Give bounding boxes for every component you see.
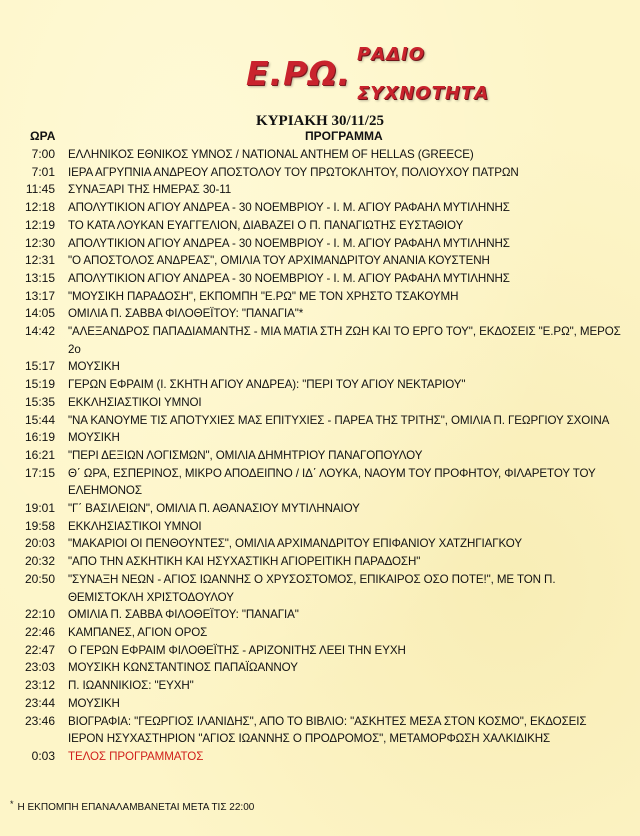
schedule-row <box>0 713 640 748</box>
schedule-time: 23:03 <box>24 660 55 675</box>
schedule-time: 16:21 <box>24 447 55 462</box>
schedule-row <box>0 500 640 518</box>
schedule-row <box>0 677 640 695</box>
schedule-time: 23:12 <box>24 678 55 693</box>
logo-radio-text: ΡΑΔΙΟ <box>357 44 426 65</box>
schedule-time: 11:45 <box>25 182 55 197</box>
schedule-time: 16:19 <box>24 430 55 445</box>
schedule-time: 15:17 <box>24 359 55 374</box>
schedule-program: ΜΟΥΣΙΚΗ <box>68 696 120 710</box>
schedule-time: 13:17 <box>24 288 55 303</box>
schedule-time: 12:31 <box>24 253 55 268</box>
schedule-row-end <box>0 748 640 766</box>
schedule-time: 23:44 <box>24 695 55 710</box>
header <box>0 0 640 112</box>
schedule-row <box>0 695 640 713</box>
schedule-time: 7:01 <box>31 164 55 179</box>
schedule-program: ΤΕΛΟΣ ΠΡΟΓΡΑΜΜΑΤΟΣ <box>68 749 204 763</box>
schedule-program: "ΑΛΕΞΑΝΔΡΟΣ ΠΑΠΑΔΙΑΜΑΝΤΗΣ - ΜΙΑ ΜΑΤΙΑ ΣΤΗ ΖΩΗ ΚΑΙ ΤΟ ΕΡΓΟ ΤΟΥ", ΕΚΔΟΣΕΙΣ "Ε.ΡΩ", ΜΕΡΟΣ 2ο <box>68 325 621 356</box>
schedule-program: "Ο ΑΠΟΣΤΟΛΟΣ ΑΝΔΡΕΑΣ", ΟΜΙΛΙΑ ΤΟΥ ΑΡΧΙΜΑΝΔΡΙΤΟΥ ΑΝΑΝΙΑ ΚΟΥΣΤΕΝΗ <box>68 254 490 268</box>
schedule-program: ΒΙΟΓΡΑΦΙΑ: "ΓΕΩΡΓΙΟΣ ΙΛΑΝΙΔΗΣ", ΑΠΟ ΤΟ ΒΙΒΛΙΟ: "ΑΣΚΗΤΕΣ ΜΕΣΑ ΣΤΟΝ ΚΟΣΜΟ", ΕΚΔΟΣΕΙΣ ΙΕΡΟΝ ΗΣΥΧΑΣΤΗΡΙΟΝ "ΑΓΙΟΣ ΙΩΑΝΝΗΣ Ο ΠΡΟΔΡΟΜΟΣ", ΜΕΤΑΜΟΡΦΩΣΗ ΧΑΛΚΙΔΙΚΗΣ <box>68 714 587 746</box>
schedule-time: 20:50 <box>24 571 55 586</box>
schedule-time: 17:15 <box>24 465 55 480</box>
schedule-row <box>0 146 640 164</box>
schedule-program: ΟΜΙΛΙΑ Π. ΣΑΒΒΑ ΦΙΛΟΘΕΪΤΟΥ: "ΠΑΝΑΓΙΑ"* <box>68 307 304 321</box>
schedule-time: 13:15 <box>24 270 55 285</box>
schedule-program: ΕΚΚΛΗΣΙΑΣΤΙΚΟΙ ΥΜΝΟΙ <box>68 395 202 409</box>
schedule-time: 12:18 <box>24 200 55 215</box>
station-logo: Ε.ΡΩ. <box>246 54 351 93</box>
schedule-program: Π. ΙΩΑΝΝΙΚΙΟΣ: "ΕΥΧΗ" <box>68 679 194 693</box>
schedule-program: ΙΕΡΑ ΑΓΡΥΠΝΙΑ ΑΝΔΡΕΟΥ ΑΠΟΣΤΟΛΟΥ ΤΟΥ ΠΡΩΤΟΚΛΗΤΟΥ, ΠΟΛΙΟΥΧΟΥ ΠΑΤΡΩΝ <box>68 165 519 179</box>
schedule-program: Θ΄ ΩΡΑ, ΕΣΠΕΡΙΝΟΣ, ΜΙΚΡΟ ΑΠΟΔΕΙΠΝΟ / ΙΔ΄ ΛΟΥΚΑ, ΝΑΟΥΜ ΤΟΥ ΠΡΟΦΗΤΟΥ, ΦΙΛΑΡΕΤΟΥ ΤΟΥ ΕΛΕΗΜΟΝΟΣ <box>68 466 596 498</box>
schedule-row <box>0 235 640 253</box>
schedule-program: "ΠΕΡΙ ΔΕΞΙΩΝ ΛΟΓΙΣΜΩΝ", ΟΜΙΛΙΑ ΔΗΜΗΤΡΙΟΥ ΠΑΝΑΓΟΠΟΥΛΟΥ <box>68 448 423 462</box>
schedule-program: ΜΟΥΣΙΚΗ ΚΩΝΣΤΑΝΤΙΝΟΣ ΠΑΠΑΪΩΑΝΝΟΥ <box>68 661 298 675</box>
page-title: ΚΥΡΙΑΚΗ 30/11/25 <box>256 113 384 129</box>
schedule-program: ΜΟΥΣΙΚΗ <box>68 360 120 374</box>
schedule-program: "ΝΑ ΚΑΝΟΥΜΕ ΤΙΣ ΑΠΟΤΥΧΙΕΣ ΜΑΣ ΕΠΙΤΥΧΙΕΣ - ΠΑΡΕΑ ΤΗΣ ΤΡΙΤΗΣ", ΟΜΙΛΙΑ Π. ΓΕΩΡΓΙΟΥ ΣΧΟΙΝΑ <box>68 413 610 427</box>
schedule-time: 7:00 <box>31 147 55 161</box>
schedule-program: ΣΥΝΑΞΑΡΙ ΤΗΣ ΗΜΕΡΑΣ 30-11 <box>68 183 232 197</box>
schedule-time: 15:19 <box>24 377 55 392</box>
schedule-time: 15:35 <box>24 394 55 409</box>
schedule-time: 22:47 <box>24 642 55 657</box>
schedule-time: 14:05 <box>24 306 55 321</box>
schedule-row <box>0 624 640 642</box>
schedule-row <box>0 659 640 677</box>
schedule-program: "Γ΄ ΒΑΣΙΛΕΙΩΝ", ΟΜΙΛΙΑ Π. ΑΘΑΝΑΣΙΟΥ ΜΥΤΙΛΗΝΑΙΟΥ <box>68 502 360 516</box>
schedule-row <box>0 270 640 288</box>
schedule-time: 12:30 <box>24 235 55 250</box>
program-column-header: ΠΡΟΓΡΑΜΜΑ <box>305 129 383 143</box>
schedule-row <box>0 252 640 270</box>
schedule-time: 20:32 <box>24 554 55 569</box>
schedule-program: ΚΑΜΠΑΝΕΣ, ΑΓΙΟΝ ΟΡΟΣ <box>68 625 208 639</box>
schedule-row <box>0 429 640 447</box>
schedule-program: "ΣΥΝΑΞΗ ΝΕΩΝ - ΑΓΙΟΣ ΙΩΑΝΝΗΣ Ο ΧΡΥΣΟΣΤΟΜΟΣ, ΕΠΙΚΑΙΡΟΣ ΟΣΟ ΠΟΤΕ!", ΜΕ ΤΟΝ Π. ΘΕΜΙΣΤΟΚΛΗ ΧΡΙΣΤΟΔΟΥΛΟΥ <box>68 572 556 604</box>
schedule-time: 22:10 <box>24 607 55 622</box>
schedule-program: ΜΟΥΣΙΚΗ <box>68 431 120 445</box>
schedule-row <box>0 323 640 358</box>
schedule-row <box>0 412 640 430</box>
schedule-time: 22:46 <box>24 624 55 639</box>
schedule-table <box>0 146 640 766</box>
logo-frequency-text: ΣΥΧΝΟΤΗΤΑ <box>357 83 490 104</box>
footnote-text: Η ΕΚΠΟΜΠΗ ΕΠΑΝΑΛΑΜΒΑΝΕΤΑΙ ΜΕΤΑ ΤΙΣ 22:00 <box>17 802 255 813</box>
schedule-program: ΤΟ ΚΑΤΑ ΛΟΥΚΑΝ ΕΥΑΓΓΕΛΙΟΝ, ΔΙΑΒΑΖΕΙ Ο Π. ΠΑΝΑΓΙΩΤΗΣ ΕΥΣΤΑΘΙΟΥ <box>68 218 464 232</box>
schedule-time: 14:42 <box>24 324 55 339</box>
schedule-row <box>0 642 640 660</box>
footnote <box>10 799 254 813</box>
schedule-row <box>0 358 640 376</box>
schedule-row <box>0 465 640 500</box>
schedule-program: ΕΛΛΗΝΙΚΟΣ ΕΘΝΙΚΟΣ ΥΜΝΟΣ / NATIONAL ANTHEM OF HELLAS (GREECE) <box>68 148 474 161</box>
schedule-time: 19:58 <box>24 518 55 533</box>
schedule-row <box>0 199 640 217</box>
schedule-program: ΓΕΡΩΝ ΕΦΡΑΙΜ (Ι. ΣΚΗΤΗ ΑΓΙΟΥ ΑΝΔΡΕΑ): "ΠΕΡΙ ΤΟΥ ΑΓΙΟΥ ΝΕΚΤΑΡΙΟΥ" <box>68 378 466 392</box>
schedule-program: Ο ΓΕΡΩΝ ΕΦΡΑΙΜ ΦΙΛΟΘΕΪΤΗΣ - ΑΡΙΖΟΝΙΤΗΣ ΛΕΕΙ ΤΗΝ ΕΥΧΗ <box>68 643 406 657</box>
schedule-time: 15:44 <box>24 412 55 427</box>
schedule-time: 12:19 <box>24 217 55 232</box>
schedule-row <box>0 164 640 182</box>
schedule-row <box>0 394 640 412</box>
schedule-time: 23:46 <box>24 713 55 728</box>
schedule-row <box>0 553 640 571</box>
schedule-program: ΑΠΟΛΥΤΙΚΙΟΝ ΑΓΙΟΥ ΑΝΔΡΕΑ - 30 ΝΟΕΜΒΡΙΟΥ - Ι. Μ. ΑΓΙΟΥ ΡΑΦΑΗΛ ΜΥΤΙΛΗΝΗΣ <box>68 201 510 215</box>
schedule-row <box>0 181 640 199</box>
schedule-row <box>0 217 640 235</box>
schedule-row <box>0 447 640 465</box>
schedule-time: 0:03 <box>31 748 55 763</box>
schedule-program: "ΜΑΚΑΡΙΟΙ ΟΙ ΠΕΝΘΟΥΝΤΕΣ", ΟΜΙΛΙΑ ΑΡΧΙΜΑΝΔΡΙΤΟΥ ΕΠΙΦΑΝΙΟΥ ΧΑΤΖΗΓΙΑΓΚΟΥ <box>68 537 522 551</box>
schedule-program: ΑΠΟΛΥΤΙΚΙΟΝ ΑΓΙΟΥ ΑΝΔΡΕΑ - 30 ΝΟΕΜΒΡΙΟΥ - Ι. Μ. ΑΓΙΟΥ ΡΑΦΑΗΛ ΜΥΤΙΛΗΝΗΣ <box>68 271 510 285</box>
schedule-row <box>0 288 640 306</box>
schedule-row <box>0 571 640 606</box>
schedule-time: 19:01 <box>24 501 55 516</box>
schedule-time: 20:03 <box>24 536 55 551</box>
time-column-header: ΩΡΑ <box>30 129 56 143</box>
schedule-program: ΟΜΙΛΙΑ Π. ΣΑΒΒΑ ΦΙΛΟΘΕΪΤΟΥ: "ΠΑΝΑΓΙΑ" <box>68 608 299 622</box>
footnote-marker: * <box>10 799 14 809</box>
schedule-program: "ΑΠΟ ΤΗΝ ΑΣΚΗΤΙΚΗ ΚΑΙ ΗΣΥΧΑΣΤΙΚΗ ΑΓΙΟΡΕΙΤΙΚΗ ΠΑΡΑΔΟΣΗ" <box>68 555 421 569</box>
schedule-program: ΕΚΚΛΗΣΙΑΣΤΙΚΟΙ ΥΜΝΟΙ <box>68 519 202 533</box>
schedule-row <box>0 535 640 553</box>
schedule-row <box>0 305 640 323</box>
schedule-row <box>0 376 640 394</box>
schedule-program: ΑΠΟΛΥΤΙΚΙΟΝ ΑΓΙΟΥ ΑΝΔΡΕΑ - 30 ΝΟΕΜΒΡΙΟΥ - Ι. Μ. ΑΓΙΟΥ ΡΑΦΑΗΛ ΜΥΤΙΛΗΝΗΣ <box>68 236 510 250</box>
schedule-program: "ΜΟΥΣΙΚΗ ΠΑΡΑΔΟΣΗ", ΕΚΠΟΜΠΗ "Ε.ΡΩ" ΜΕ ΤΟΝ ΧΡΗΣΤΟ ΤΣΑΚΟΥΜΗ <box>68 289 459 303</box>
schedule-row <box>0 518 640 536</box>
schedule-row <box>0 606 640 624</box>
